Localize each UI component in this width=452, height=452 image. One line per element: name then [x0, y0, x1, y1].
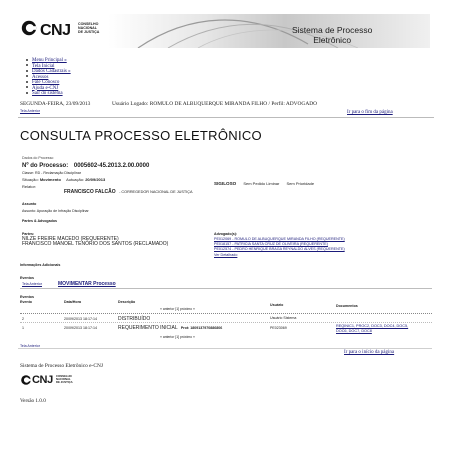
partes-list — [22, 237, 168, 248]
process-number: Nº do Processo: 0005602-45.2013.2.00.0000 — [22, 163, 150, 169]
tela-anterior-top-link[interactable]: Tela Anterior — [20, 109, 40, 113]
ver-detalhado-link[interactable]: Ver Detalhado — [214, 252, 238, 257]
event-user: Usuário Sistema — [270, 316, 297, 320]
info-adicionais-label: Informações Adicionais — [20, 263, 61, 267]
event-number: 2 — [22, 317, 24, 321]
footer-cnj-logo-icon — [20, 374, 32, 386]
event-date: 20/09/2013 18:17:14 — [64, 326, 97, 330]
go-end-link[interactable]: Ir para o fim da página — [347, 110, 393, 115]
divider — [18, 348, 432, 349]
menu-item-fale-conosco[interactable]: Fale Conosco — [26, 80, 59, 85]
header-logo-text: CNJ — [40, 22, 71, 39]
page-title: CONSULTA PROCESSO ELETRÔNICO — [20, 128, 262, 143]
divider — [20, 322, 432, 323]
col-evento: Evento — [20, 300, 32, 304]
relator: FRANCISCO FALCÃO - CORREGEDOR NACIONAL DE JUSTIÇA — [64, 189, 193, 195]
header-logo-sub: CONSELHO NACIONAL DE JUSTIÇA — [78, 22, 100, 35]
col-usuario: Usuário — [270, 303, 284, 307]
header-banner — [108, 14, 430, 48]
parte-item: FRANCISCO MANOEL TENÓRIO DOS SANTOS (RECLAMADO) — [22, 241, 169, 248]
footer-system-name: Sistema de Processo Eletrônico e-CNJ — [20, 363, 103, 369]
pager-top[interactable]: « anterior [1] próximo » — [160, 307, 195, 311]
movimentar-processo-link[interactable]: MOVIMENTAR Processo — [58, 281, 116, 287]
footer-logo-sub: CONSELHO NACIONAL DE JUSTIÇA — [56, 374, 73, 385]
event-date: 20/09/2013 18:17:14 — [64, 317, 97, 321]
menu-item-ajuda[interactable]: Ajuda e-CNJ — [26, 86, 58, 91]
event-documents-link[interactable]: REQINIC1, PROC2, DOC3, DOC4, DOC5, DOC6, DOC7, DOC8 — [336, 324, 409, 333]
event-user: PE023069 — [270, 326, 287, 330]
session-date: SEGUNDA-FEIRA, 23/09/2013 — [20, 101, 91, 107]
process-situacao: Situação: Movimento Autuação: 20/09/2013 — [22, 177, 106, 182]
cnj-logo-icon — [20, 19, 38, 37]
parte-item: NILZE FREIRE MACEDO (REQUERENTE) — [22, 236, 119, 242]
advogado-link[interactable]: PE012574 - PEDRO HENRIQUE BRAGA REYNALDO ALVES (REQUERENTE) — [214, 247, 345, 252]
advogados-header: Advogado(s): — [214, 232, 238, 236]
pager-bottom[interactable]: « anterior [1] próximo » — [160, 335, 195, 339]
menu-item-sair[interactable]: Sair do sistema — [26, 91, 63, 96]
menu-item-tela-inicial[interactable]: Tela Inicial — [26, 64, 55, 69]
event-number: 1 — [22, 326, 24, 330]
partes-label: Partes & Advogados — [22, 219, 58, 223]
banner-graphic — [108, 14, 430, 48]
col-documentos: Documentos — [336, 304, 358, 308]
tela-anterior-mid-link[interactable]: Tela Anterior — [22, 282, 42, 286]
partes-header: Partes: — [22, 232, 35, 236]
eventos-section-label: Eventos — [20, 295, 34, 299]
system-title: Sistema de Processo Eletrônico — [292, 25, 373, 45]
event-description: REQUERIMENTO INICIAL Prot: 1809137970886806 — [118, 325, 223, 331]
divider — [20, 288, 432, 289]
process-classe: Classe: RD - Reclamação Disciplinar — [22, 171, 81, 175]
dados-label: Dados do Processo — [22, 156, 54, 160]
event-description: DISTRIBUÍDO — [118, 316, 151, 322]
col-descricao: Descrição — [118, 300, 136, 304]
advogado-link[interactable]: PE012069 - ROMULO DE ALBUQUERQUE MIRANDA FILHO (REQUERENTE) — [214, 237, 345, 241]
eventos-top-label: Eventos — [20, 276, 34, 280]
footer-version: Versão 1.0.0 — [20, 398, 46, 404]
footer-logo-text: CNJ — [32, 374, 53, 386]
assunto-value: Assunto: Apuração de Infração Disciplinar — [22, 209, 89, 213]
menu-item-acessos[interactable]: Acessos — [26, 75, 48, 80]
advogado-link[interactable]: PE018157 - PATRICIA SANTA CRUZ DE OLIVEIRA (REQUERENTE) — [214, 242, 328, 247]
col-data: Data/Hora — [64, 300, 81, 304]
go-start-link[interactable]: Ir para o início da página — [344, 350, 395, 355]
advogados-list — [214, 237, 345, 258]
session-user: Usuário Logado: ROMULO DE ALBUQUERQUE MIRANDA FILHO / Perfil: ADVOGADO — [112, 101, 318, 107]
tela-anterior-bottom-link[interactable]: Tela Anterior — [20, 344, 40, 348]
menu-item-dados-cadastrais[interactable]: Dados Cadastrais » — [26, 69, 71, 74]
divider — [20, 313, 432, 314]
menu-item-principal[interactable]: Menu Principal » — [26, 58, 67, 63]
relator-label: Relator: — [22, 184, 37, 189]
assunto-label: Assunto — [22, 202, 37, 206]
process-flags: SIGILOSO Sem Pedido Liminar Sem Prioridade — [214, 181, 315, 186]
divider — [18, 117, 434, 118]
